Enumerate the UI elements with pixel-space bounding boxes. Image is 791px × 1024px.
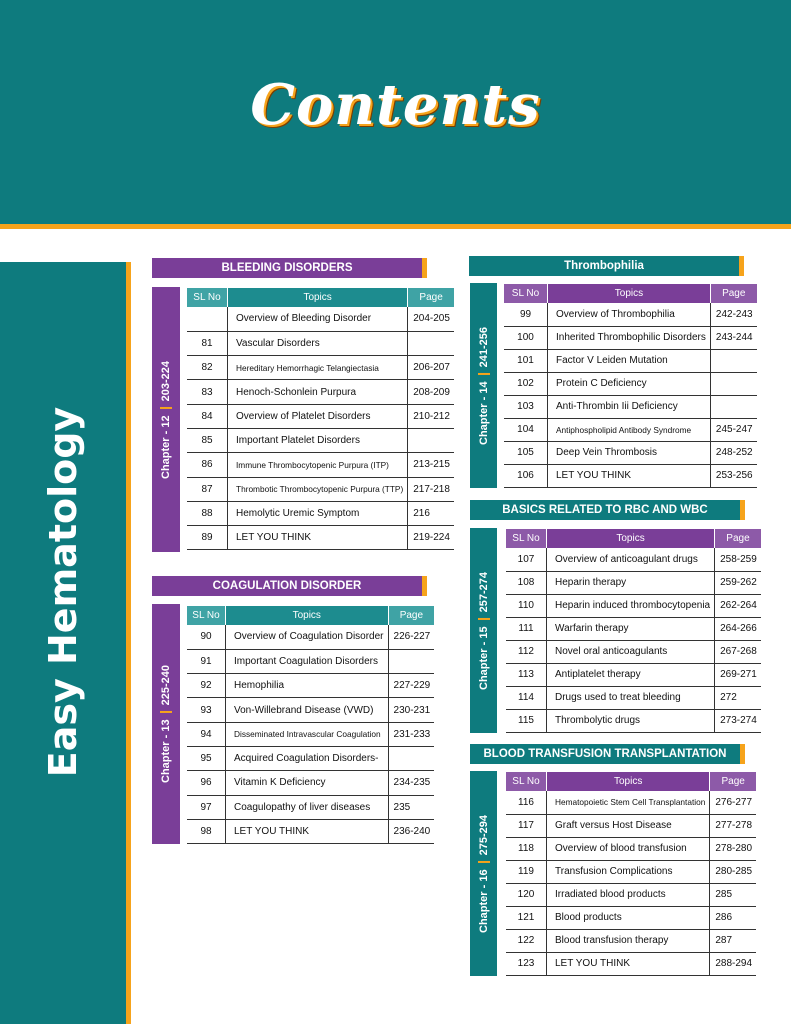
table-row [187,380,454,404]
topic-name: Blood transfusion therapy [547,929,710,952]
table-row [187,307,454,331]
page-range: 248-252 [710,441,756,464]
table-row [504,395,757,418]
sl-number: 104 [504,418,548,441]
sl-number: 115 [506,709,547,732]
table-header-row [187,606,434,625]
header-stripe [0,224,791,229]
topic-name: Graft versus Host Disease [547,814,710,837]
topic-name: Overview of anticoagulant drugs [547,548,715,571]
chapter-pages: 257-274 [477,571,490,612]
topic-name: Antiphospholipid Antibody Syndrome [548,418,711,441]
page-header: Page [388,606,434,625]
sl-number: 117 [506,814,547,837]
topic-name: Hereditary Hemorrhagic Telangiectasia [228,356,408,380]
table-row [506,548,761,571]
sl-number: 91 [187,649,226,673]
page-range: 242-243 [710,303,756,326]
topic-name: Vitamin K Deficiency [226,771,389,795]
page-range: 277-278 [710,814,756,837]
chapter-label: Chapter - 14 [477,380,490,445]
chapter-separator [478,373,490,375]
chapter-band [470,771,497,976]
page-range: 230-231 [388,698,434,722]
sl-number: 97 [187,795,226,819]
topic-name: Disseminated Intravascular Coagulation [226,722,389,746]
page-range [388,649,434,673]
topic-name: Deep Vein Thrombosis [548,441,711,464]
page-range: 272 [715,686,761,709]
page-range: 273-274 [715,709,761,732]
contents-table [187,606,434,844]
chapter-label: Chapter - 15 [477,625,490,690]
table-row [187,795,434,819]
sl-number: 96 [187,771,226,795]
table-row [187,331,454,355]
chapter-pages: 225-240 [160,665,172,706]
chapter-band [470,528,497,733]
topic-name: Henoch-Schonlein Purpura [228,380,408,404]
topic-name: Vascular Disorders [228,331,408,355]
page-range: 234-235 [388,771,434,795]
section-title [152,258,422,278]
table-row [504,418,757,441]
sl-number: 101 [504,349,548,372]
table-row [506,883,756,906]
page-range: 236-240 [388,819,434,843]
sl-number: 83 [187,380,228,404]
sidebar-stripe [126,262,131,1024]
topic-name: Immune Thrombocytopenic Purpura (ITP) [228,453,408,477]
sl-number: 118 [506,837,547,860]
chapter-band [152,287,180,552]
topic-name: Warfarin therapy [547,617,715,640]
page-header: Page [715,529,761,548]
sl-header: SL No [504,284,548,303]
topic-name: LET YOU THINK [228,526,408,550]
table-row [506,929,756,952]
chapter-pages: 241-256 [477,326,490,367]
page-range [710,395,756,418]
sl-number: 87 [187,477,228,501]
sl-number: 99 [504,303,548,326]
page-range [408,428,454,452]
topic-name: Heparin therapy [547,571,715,594]
section-title [469,256,739,276]
topic-name: Drugs used to treat bleeding [547,686,715,709]
section-title [152,576,422,596]
sl-number: 92 [187,674,226,698]
book-title: Easy Hematology [41,406,85,778]
table-row [187,453,454,477]
page-range: 245-247 [710,418,756,441]
page-range [710,372,756,395]
table-row [506,709,761,732]
table-header-row [506,772,756,791]
topics-header: Topics [226,606,389,625]
chapter-label: Chapter - 12 [160,414,172,479]
chapter-separator [160,407,172,409]
page-range: 264-266 [715,617,761,640]
table-row [506,837,756,860]
topic-name: Thrombotic Thrombocytopenic Purpura (TTP) [228,477,408,501]
sl-header: SL No [506,529,547,548]
section-title-accent [422,258,427,278]
topics-header: Topics [547,772,710,791]
table-row [506,860,756,883]
sl-number: 95 [187,746,226,770]
page-range: 259-262 [715,571,761,594]
table-row [187,649,434,673]
sl-number: 110 [506,594,547,617]
chapter-separator [478,861,490,863]
chapter-label: Chapter - 13 [160,719,172,783]
sl-number: 114 [506,686,547,709]
section-title-text: COAGULATION DISORDER [212,580,362,592]
table-row [187,428,454,452]
chapter-separator [160,711,172,713]
topic-name: Hemophilia [226,674,389,698]
section-title-text: Thrombophilia [564,260,644,272]
sl-number: 86 [187,453,228,477]
section-title-accent [422,576,427,596]
sl-number: 89 [187,526,228,550]
page-range: 231-233 [388,722,434,746]
table-row [506,952,756,975]
table-row [504,441,757,464]
topic-name: Heparin induced thrombocytopenia [547,594,715,617]
page-range: 213-215 [408,453,454,477]
sl-header: SL No [506,772,547,791]
section-title-accent [739,256,744,276]
topic-name: Overview of Bleeding Disorder [228,307,408,331]
page-range: 253-256 [710,464,756,487]
sl-number [187,307,228,331]
sl-number: 123 [506,952,547,975]
section-title-accent [740,744,745,764]
sl-number: 121 [506,906,547,929]
topic-name: LET YOU THINK [547,952,710,975]
topic-name: Acquired Coagulation Disorders- [226,746,389,770]
sl-number: 116 [506,791,547,814]
chapter-band [152,604,180,844]
topic-name: Hematopoietic Stem Cell Transplantation [547,791,710,814]
page-header: Page [710,284,756,303]
sl-number: 113 [506,663,547,686]
sl-header: SL No [187,288,228,307]
topic-name: Irradiated blood products [547,883,710,906]
table-header-row [506,529,761,548]
sl-number: 122 [506,929,547,952]
page-range: 286 [710,906,756,929]
topic-name: Important Coagulation Disorders [226,649,389,673]
table-header-row [187,288,454,307]
sl-number: 119 [506,860,547,883]
sl-number: 90 [187,625,226,649]
page-title: Contents [250,72,541,138]
table-row [187,698,434,722]
table-row [504,326,757,349]
table-row [187,771,434,795]
table-row [504,349,757,372]
page-range: 262-264 [715,594,761,617]
table-row [187,477,454,501]
contents-table [504,284,757,488]
contents-table [506,529,761,733]
section-title-accent [740,500,745,520]
table-row [187,625,434,649]
topic-name: LET YOU THINK [548,464,711,487]
sl-number: 88 [187,501,228,525]
sl-number: 106 [504,464,548,487]
chapter-band [470,283,497,488]
topic-name: Protein C Deficiency [548,372,711,395]
page-range [388,746,434,770]
topic-name: Overview of Platelet Disorders [228,404,408,428]
topic-name: Transfusion Complications [547,860,710,883]
section-title [470,500,740,520]
table-header-row [504,284,757,303]
page-range: 243-244 [710,326,756,349]
page-range: 219-224 [408,526,454,550]
topic-name: Overview of Coagulation Disorder [226,625,389,649]
page-range: 267-268 [715,640,761,663]
page-range: 216 [408,501,454,525]
sl-number: 105 [504,441,548,464]
table-row [506,906,756,929]
topic-name: Important Platelet Disorders [228,428,408,452]
page-range: 288-294 [710,952,756,975]
sl-number: 103 [504,395,548,418]
page-range: 208-209 [408,380,454,404]
table-row [187,674,434,698]
table-row [506,686,761,709]
sl-number: 102 [504,372,548,395]
sl-number: 108 [506,571,547,594]
table-row [187,722,434,746]
chapter-pages: 275-294 [477,814,490,855]
table-row [187,501,454,525]
page-range: 285 [710,883,756,906]
topic-name: Antiplatelet therapy [547,663,715,686]
sl-number: 94 [187,722,226,746]
page-range: 204-205 [408,307,454,331]
table-row [187,819,434,843]
topic-name: Blood products [547,906,710,929]
page-range: 280-285 [710,860,756,883]
table-row [504,464,757,487]
table-row [506,640,761,663]
section-title-text: BLOOD TRANSFUSION TRANSPLANTATION [483,748,727,760]
topics-header: Topics [548,284,711,303]
chapter-label: Chapter - 16 [477,868,490,933]
topic-name: Hemolytic Uremic Symptom [228,501,408,525]
page-range: 235 [388,795,434,819]
page-range [710,349,756,372]
sl-number: 111 [506,617,547,640]
topic-name: Factor V Leiden Mutation [548,349,711,372]
table-row [506,791,756,814]
topic-name: Overview of Thrombophilia [548,303,711,326]
sl-number: 98 [187,819,226,843]
topics-header: Topics [547,529,715,548]
table-row [506,571,761,594]
table-row [187,404,454,428]
sl-number: 112 [506,640,547,663]
page-range: 206-207 [408,356,454,380]
page-range: 276-277 [710,791,756,814]
table-row [504,372,757,395]
sl-number: 85 [187,428,228,452]
chapter-separator [478,618,490,620]
page-range: 287 [710,929,756,952]
sl-number: 81 [187,331,228,355]
topic-name: LET YOU THINK [226,819,389,843]
topic-name: Coagulopathy of liver diseases [226,795,389,819]
section-title [470,744,740,764]
page-range: 227-229 [388,674,434,698]
topic-name: Novel oral anticoagulants [547,640,715,663]
table-row [506,663,761,686]
topic-name: Overview of blood transfusion [547,837,710,860]
sl-header: SL No [187,606,226,625]
chapter-pages: 203-224 [160,360,172,401]
topic-name: Thrombolytic drugs [547,709,715,732]
contents-table [506,772,756,976]
table-row [504,303,757,326]
section-title-text: BASICS RELATED TO RBC AND WBC [502,504,708,516]
page-range: 278-280 [710,837,756,860]
topic-name: Inherited Thrombophilic Disorders [548,326,711,349]
sl-number: 84 [187,404,228,428]
table-row [187,526,454,550]
page-header: Page [408,288,454,307]
table-row [187,356,454,380]
table-row [506,814,756,837]
sl-number: 120 [506,883,547,906]
sl-number: 93 [187,698,226,722]
page-range: 226-227 [388,625,434,649]
topic-name: Von-Willebrand Disease (VWD) [226,698,389,722]
page-range [408,331,454,355]
section-title-text: BLEEDING DISORDERS [221,262,353,274]
topics-header: Topics [228,288,408,307]
page-range: 258-259 [715,548,761,571]
page-range: 269-271 [715,663,761,686]
sl-number: 100 [504,326,548,349]
page-range: 217-218 [408,477,454,501]
table-row [506,594,761,617]
sl-number: 107 [506,548,547,571]
page-header: Page [710,772,756,791]
sl-number: 82 [187,356,228,380]
page-range: 210-212 [408,404,454,428]
contents-table [187,288,454,550]
table-row [506,617,761,640]
table-row [187,746,434,770]
topic-name: Anti-Thrombin Iii Deficiency [548,395,711,418]
